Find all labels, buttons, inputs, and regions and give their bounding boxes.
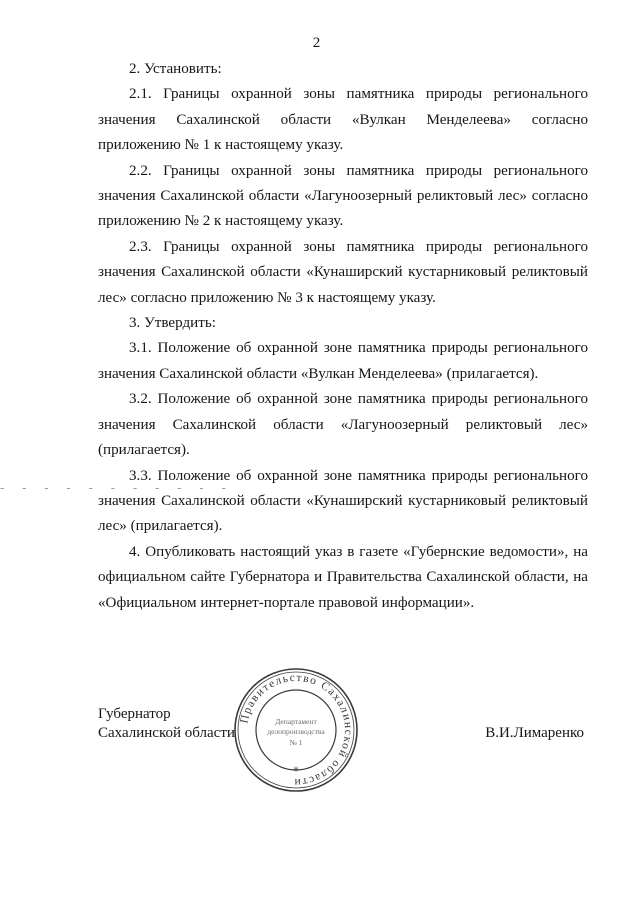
official-seal <box>232 666 360 794</box>
clause-3-3: 3.3. Положение об охранной зоне памятника природы регионального значения Сахалинской области «Кунаширский кустарниковый реликтовый лес» (прилагается). <box>98 467 588 535</box>
clause-3-1: 3.1. Положение об охранной зоне памятника природы регионального значения Сахалинской области «Вулкан Менделеева» (прилагается). <box>98 340 588 382</box>
clause-2: 2. Установить: <box>129 61 222 77</box>
seal-inner-line1: Департамент <box>275 717 317 726</box>
signer-title-line2: Сахалинской области <box>98 725 235 741</box>
signer-name: В.И.Лимаренко <box>485 725 584 741</box>
clause-2-3: 2.3. Границы охранной зоны памятника природы регионального значения Сахалинской области «Кунаширский кустарниковый реликтовый лес» согласно приложению № 3 к настоящему указу. <box>98 238 588 306</box>
seal-inner-line2: делопроизводства <box>267 727 325 736</box>
margin-dashes: - - - - - - - - - - - <box>0 481 233 495</box>
signer-title-line1: Губернатор <box>98 706 171 722</box>
clause-4: 4. Опубликовать настоящий указ в газете «Губернские ведомости», на официальном сайте Губернатора и Правительства Сахалинской области, на «Официальном интернет-портале правовой информации». <box>98 543 588 611</box>
seal-ring-text: Правительство Сахалинской области <box>238 671 355 789</box>
page-number: 2 <box>312 35 321 51</box>
clause-3-2: 3.2. Положение об охранной зоне памятника природы регионального значения Сахалинской области «Лагуноозерный реликтовый лес» (прилагается). <box>98 391 588 459</box>
signer-title <box>98 705 235 743</box>
decree-body <box>98 57 588 616</box>
seal-star-icon: ✳ <box>292 765 300 774</box>
seal-inner-line3: № 1 <box>289 738 303 747</box>
clause-3: 3. Утвердить: <box>129 315 216 332</box>
clause-2-2: 2.2. Границы охранной зоны памятника природы регионального значения Сахалинской области «Лагуноозерный реликтовый лес» согласно приложению № 2 к настоящему указу. <box>98 162 588 230</box>
clause-2-1: 2.1. Границы охранной зоны памятника природы регионального значения Сахалинской области «Вулкан Менделеева» согласно приложению № 1 к настоящему указу. <box>98 86 588 154</box>
seal-icon <box>232 666 360 794</box>
